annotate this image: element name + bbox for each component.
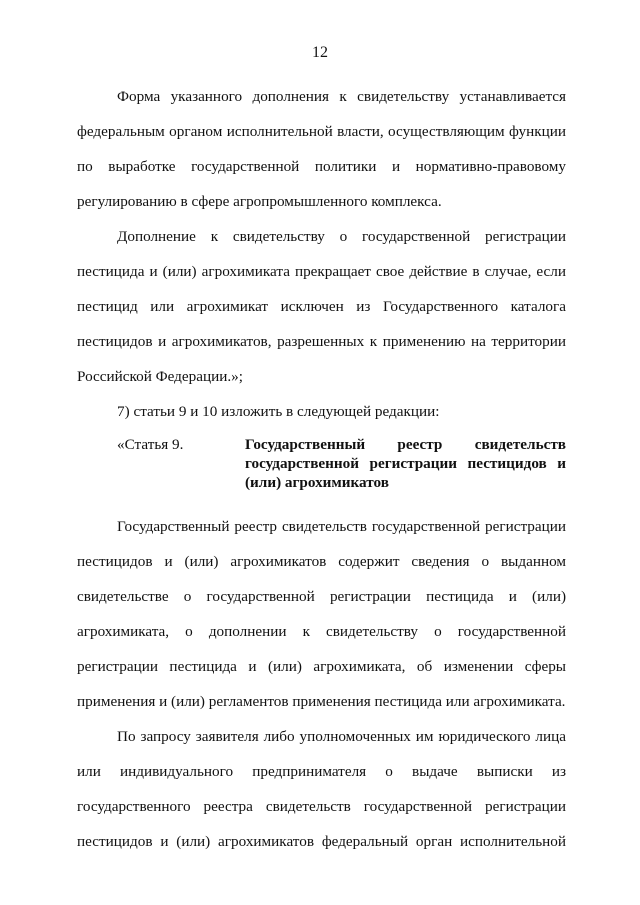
paragraph-registry-extract-request: По запросу заявителя либо уполномоченных им юридического лица или индивидуального предпринимателя о выдаче выписки из государственного реестра свидетельств государственной регистрации пестицидов и (или) агрохимикатов федеральный орган исполнительной [77,728,566,850]
paragraph-form-of-addendum: Форма указанного дополнения к свидетельству устанавливается федеральным органом исполнительной власти, осуществляющим функции по выработке государственной политики и нормативно-правовому регулированию в сфере агропромышленного комплекса. [77,88,566,210]
paragraph-addendum-termination: Дополнение к свидетельству о государственной регистрации пестицида и (или) агрохимиката прекращает свое действие в случае, если пестицид или агрохимикат исключен из Государственного каталога пестицидов и агрохимикатов, разрешенных к применению на территории Российской Федерации.»; [77,228,566,385]
article-number: «Статья 9. [117,436,184,453]
article-heading [77,429,566,492]
paragraph-amendment-item-7: 7) статьи 9 и 10 изложить в следующей редакции: [117,403,440,420]
document-body [77,79,566,859]
page-number: 12 [312,44,328,61]
article-title: Государственный реестр свидетельств государственной регистрации пестицидов и (или) агрохимикатов [245,436,566,491]
paragraph-registry-contents: Государственный реестр свидетельств государственной регистрации пестицидов и (или) агрохимикатов содержит сведения о выданном свидетельстве о государственной регистрации пестицида и (или) агрохимиката, о дополнении к свидетельству о государственной регистрации пестицида и (или) агрохимиката, об изменении сферы применения и (или) регламентов применения пестицида или агрохимиката. [77,518,566,710]
